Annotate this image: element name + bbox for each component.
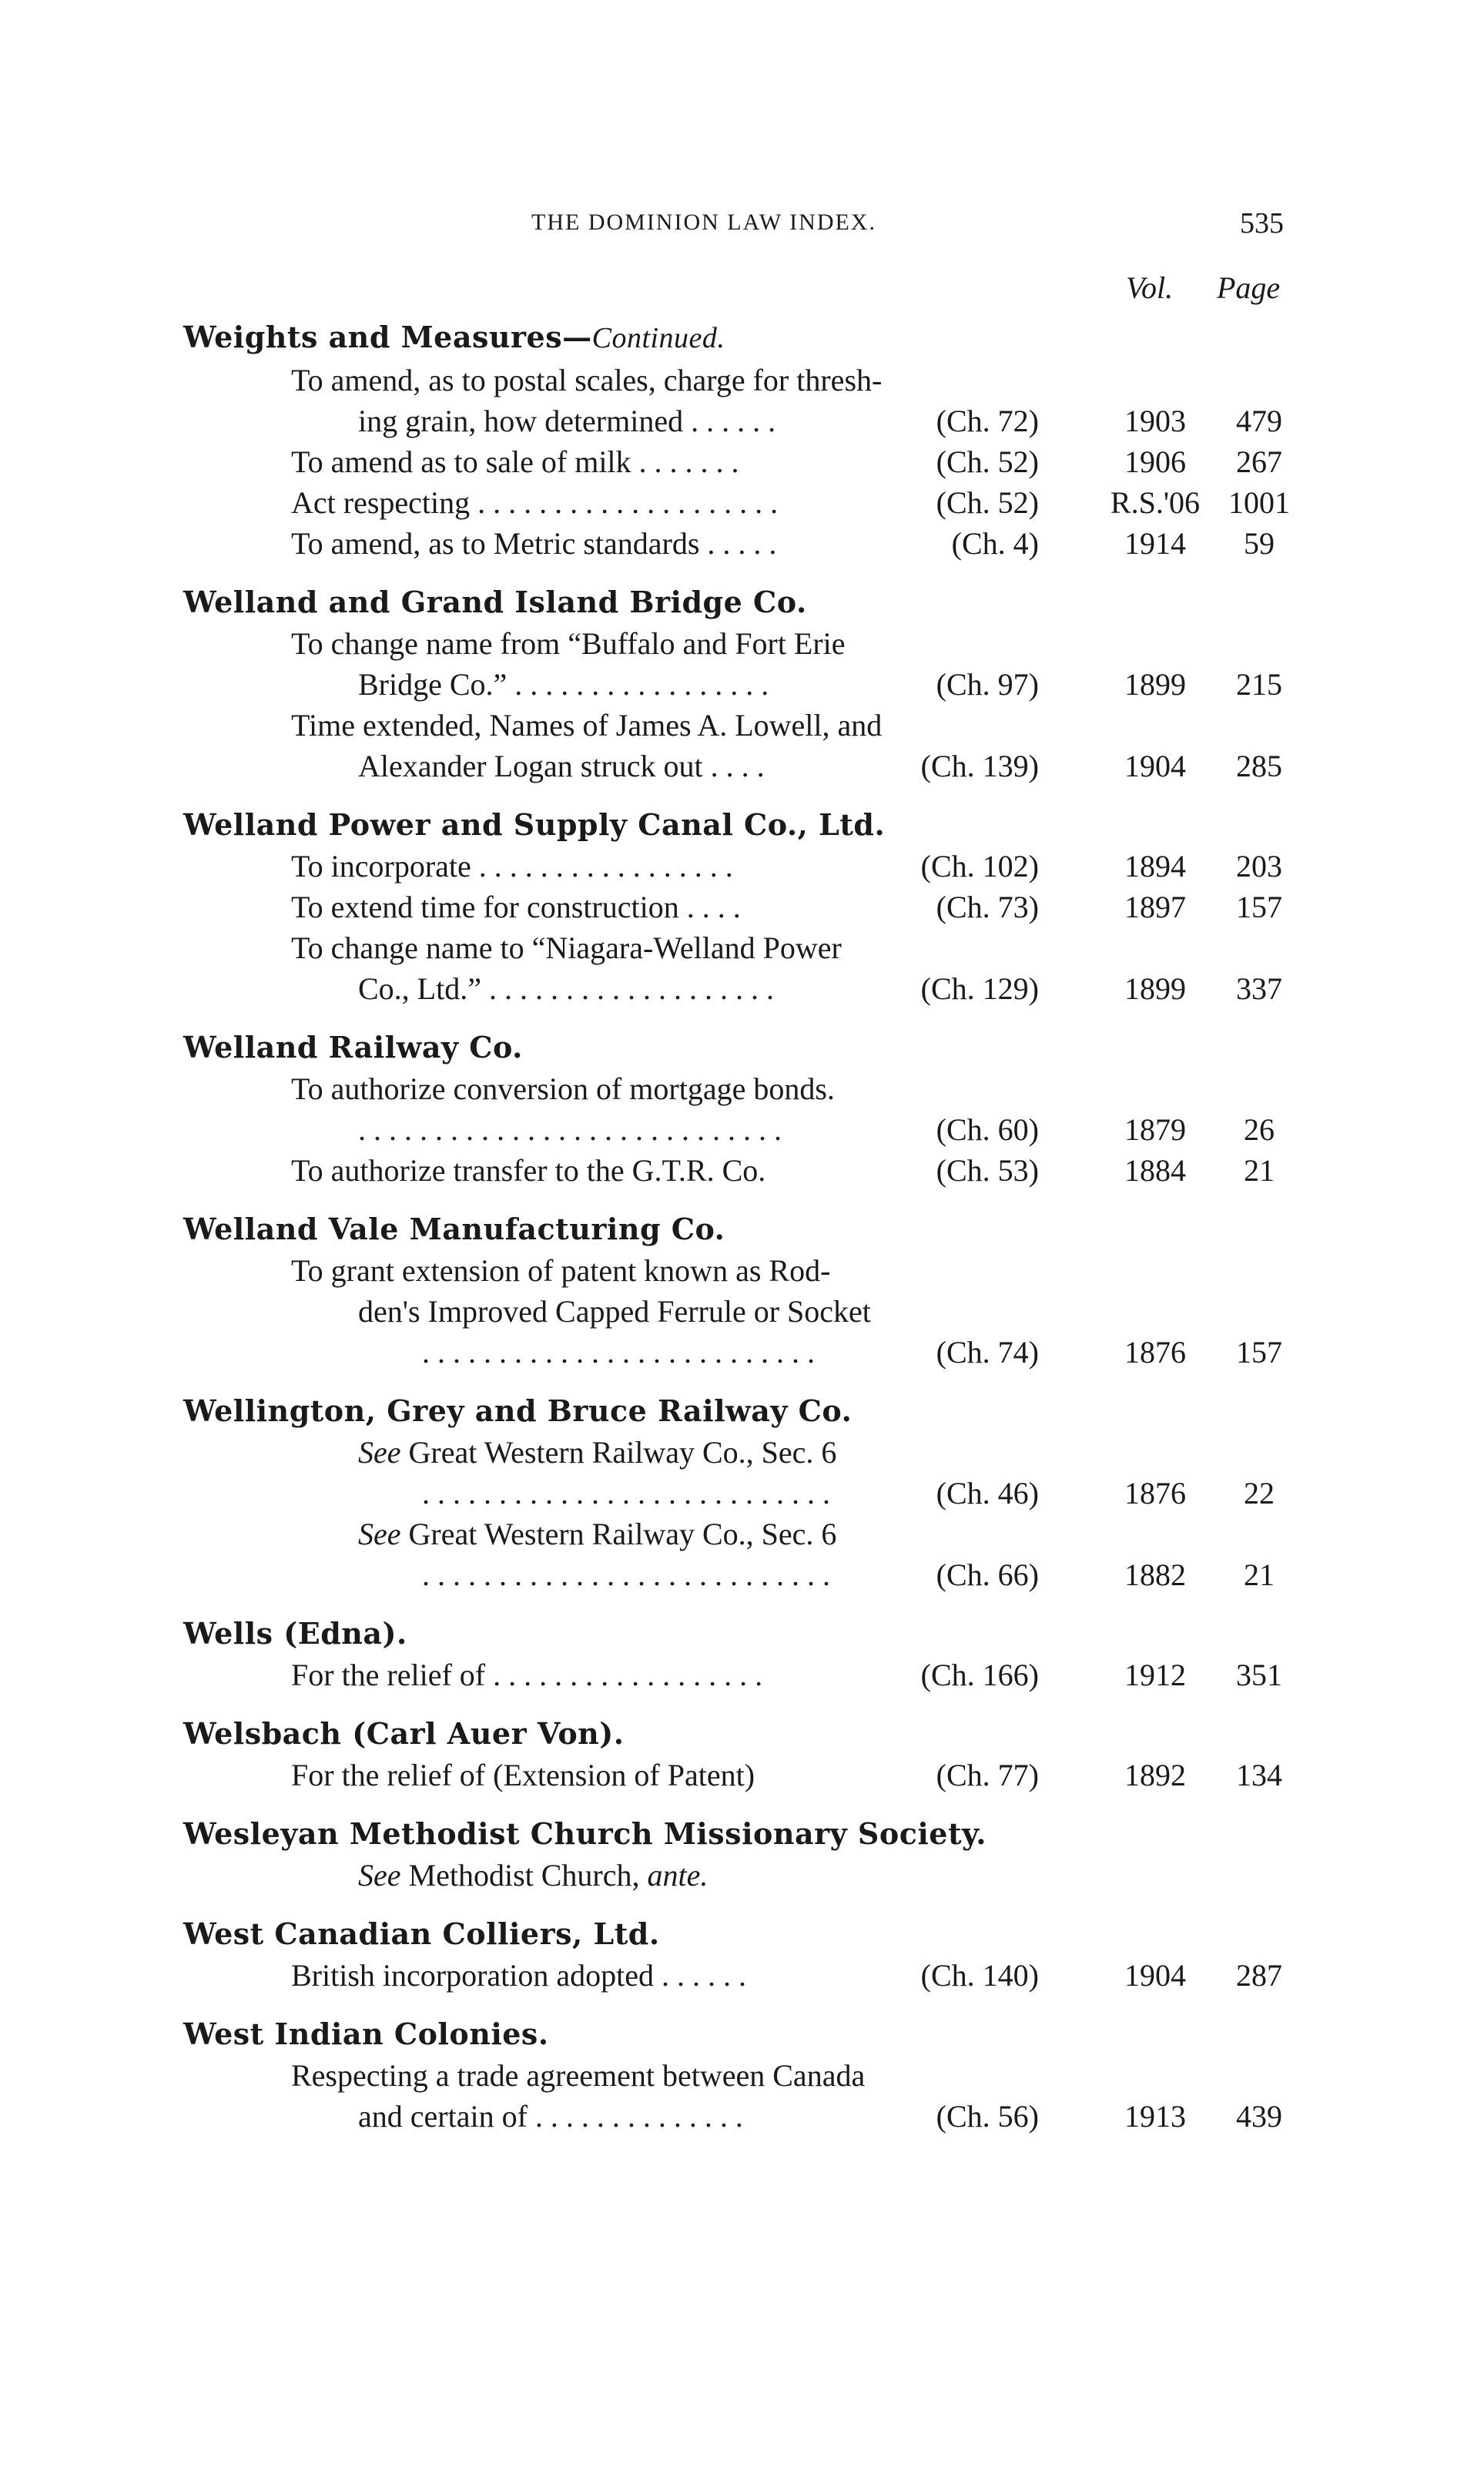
- entry-heading: [183, 1812, 1484, 1855]
- entry-description: To grant extension of patent known as Rod-: [291, 1253, 831, 1288]
- entry-heading-text: Wesleyan Methodist Church Missionary Society.: [183, 1816, 987, 1851]
- entry-line: [0, 664, 1484, 705]
- index-entry: [0, 1612, 1484, 1695]
- chapter-reference: (Ch. 74): [936, 1335, 1039, 1370]
- entry-description: To amend, as to Metric standards . . . . .: [291, 526, 777, 561]
- vol-column-heading: Vol.: [1126, 270, 1174, 305]
- index-entry: [0, 803, 1484, 1009]
- volume-year: 1876: [1124, 1335, 1186, 1370]
- entry-line: [0, 887, 1484, 927]
- entry-line: [0, 482, 1484, 523]
- entry-line: [0, 1332, 1484, 1373]
- entry-line: [0, 1291, 1484, 1332]
- entry-description: . . . . . . . . . . . . . . . . . . . . . . . . . . . .: [358, 1112, 782, 1147]
- index-entry: [0, 581, 1484, 786]
- page-reference: 203: [1236, 849, 1282, 883]
- index-entry: [0, 1026, 1484, 1191]
- entry-heading: [183, 1390, 1484, 1432]
- index-entry: [0, 1913, 1484, 1996]
- entry-heading-text: West Canadian Colliers, Ltd.: [183, 1916, 660, 1951]
- entry-description: British incorporation adopted . . . . . .: [291, 1958, 747, 1993]
- entry-line: [0, 1432, 1484, 1473]
- entry-description: . . . . . . . . . . . . . . . . . . . . . . . . . . .: [422, 1476, 830, 1510]
- volume-year: 1897: [1124, 890, 1186, 924]
- volume-year: 1882: [1124, 1557, 1186, 1592]
- volume-year: 1903: [1124, 404, 1186, 438]
- index-entry: [0, 2013, 1484, 2137]
- entry-description: Alexander Logan struck out . . . .: [358, 749, 765, 783]
- volume-year: 1894: [1124, 849, 1186, 883]
- entry-line-text: [291, 1755, 755, 1795]
- entry-heading-continued: Continued.: [591, 322, 725, 354]
- entry-line: [0, 705, 1484, 746]
- ante-reference: ante.: [647, 1858, 709, 1893]
- entry-line: [0, 1068, 1484, 1109]
- entry-heading: [183, 803, 1484, 846]
- running-title: THE DOMINION LAW INDEX.: [531, 210, 876, 235]
- chapter-reference: (Ch. 72): [936, 404, 1039, 438]
- chapter-reference: (Ch. 60): [936, 1112, 1039, 1147]
- entry-description: To amend, as to postal scales, charge for thresh-: [291, 363, 883, 397]
- entry-line: [0, 2055, 1484, 2096]
- page-reference: 479: [1236, 404, 1282, 438]
- entry-heading-text: Welsbach (Carl Auer Von).: [183, 1716, 625, 1751]
- volume-year: 1876: [1124, 1476, 1186, 1510]
- entry-line: [0, 1514, 1484, 1554]
- entry-line-text: [291, 705, 882, 746]
- chapter-reference: (Ch. 140): [920, 1958, 1039, 1993]
- page-reference: 439: [1236, 2099, 1282, 2134]
- page-reference: 22: [1244, 1476, 1275, 1510]
- chapter-reference: (Ch. 166): [920, 1658, 1039, 1692]
- entry-line: [0, 2096, 1484, 2137]
- entry-line: [0, 523, 1484, 564]
- entry-description: Time extended, Names of James A. Lowell, and: [291, 708, 883, 743]
- entry-line-text: [358, 746, 765, 786]
- entry-description: To authorize transfer to the G.T.R. Co.: [291, 1153, 766, 1188]
- entry-line-text: [291, 846, 733, 887]
- entry-line: [0, 846, 1484, 887]
- entry-line: [0, 360, 1484, 401]
- chapter-reference: (Ch. 97): [936, 667, 1039, 702]
- entry-description: Great Western Railway Co., Sec. 6: [408, 1517, 837, 1551]
- entry-line: [0, 927, 1484, 968]
- chapter-reference: (Ch. 52): [936, 444, 1039, 479]
- volume-year: 1892: [1124, 1758, 1186, 1792]
- entry-line-text: [358, 1109, 782, 1150]
- index-entry: [0, 1208, 1484, 1373]
- entry-heading-text: Wellington, Grey and Bruce Railway Co.: [183, 1393, 853, 1428]
- entry-line-text: [291, 441, 739, 482]
- entry-line-text: [291, 1068, 835, 1109]
- entry-description: For the relief of . . . . . . . . . . . . . . . . . .: [291, 1658, 763, 1692]
- entry-line-text: [291, 1955, 746, 1996]
- entry-line: [0, 1955, 1484, 1996]
- entry-heading: [183, 316, 1484, 360]
- entry-line-text: [291, 523, 776, 564]
- volume-year: 1914: [1124, 526, 1186, 561]
- entry-line: [0, 1150, 1484, 1191]
- entry-line-text: [422, 1332, 815, 1373]
- volume-year: 1906: [1124, 444, 1186, 479]
- entry-description: . . . . . . . . . . . . . . . . . . . . . . . . . . .: [422, 1557, 830, 1592]
- entry-line: [0, 1473, 1484, 1514]
- entry-line: [0, 1755, 1484, 1795]
- see-reference: See: [358, 1435, 401, 1470]
- entry-heading: [183, 1712, 1484, 1755]
- entry-heading: [183, 2013, 1484, 2055]
- entry-line: [0, 968, 1484, 1009]
- chapter-reference: (Ch. 56): [936, 2099, 1039, 2134]
- chapter-reference: (Ch. 102): [920, 849, 1039, 883]
- entry-heading-text: Welland and Grand Island Bridge Co.: [183, 585, 807, 619]
- entry-description: den's Improved Capped Ferrule or Socket: [358, 1294, 871, 1329]
- entry-description: Bridge Co.” . . . . . . . . . . . . . . . . .: [358, 667, 769, 702]
- index-entry: [0, 1812, 1484, 1896]
- entry-heading: [183, 1026, 1484, 1068]
- entry-heading: [183, 1208, 1484, 1250]
- entry-heading-text: Welland Power and Supply Canal Co., Ltd.: [183, 807, 886, 842]
- entry-description: To authorize conversion of mortgage bonds.: [291, 1071, 835, 1106]
- entry-heading-text: Wells (Edna).: [183, 1616, 407, 1651]
- index-entry: [0, 1390, 1484, 1595]
- volume-year: R.S.'06: [1110, 485, 1201, 520]
- entry-description: Respecting a trade agreement between Canada: [291, 2058, 866, 2093]
- entry-line-text: [291, 1250, 830, 1291]
- volume-year: 1899: [1124, 971, 1186, 1006]
- entry-line-text: [422, 1554, 830, 1595]
- see-reference: See: [358, 1517, 401, 1551]
- page-reference: 215: [1236, 667, 1282, 702]
- chapter-reference: (Ch. 52): [936, 485, 1039, 520]
- entry-heading: [183, 581, 1484, 623]
- entry-line-text: [422, 1473, 830, 1514]
- page-reference: 134: [1236, 1758, 1282, 1792]
- running-header: [0, 207, 1484, 248]
- volume-year: 1899: [1124, 667, 1186, 702]
- entry-description: For the relief of (Extension of Patent): [291, 1758, 755, 1792]
- entry-description: To change name from “Buffalo and Fort Erie: [291, 626, 846, 661]
- entry-heading-text: West Indian Colonies.: [183, 2017, 549, 2051]
- entry-heading-text: Welland Railway Co.: [183, 1030, 523, 1065]
- entry-line-text: [358, 1855, 708, 1896]
- entry-line-text: [291, 360, 882, 401]
- entry-line-text: [291, 1150, 765, 1191]
- volume-year: 1912: [1124, 1658, 1186, 1692]
- entry-line-text: [291, 887, 741, 927]
- page-reference: 21: [1244, 1153, 1275, 1188]
- page-reference: 267: [1236, 444, 1282, 479]
- entry-line: [0, 746, 1484, 786]
- chapter-reference: (Ch. 46): [936, 1476, 1039, 1510]
- entry-description: . . . . . . . . . . . . . . . . . . . . . . . . . .: [422, 1335, 815, 1370]
- entry-description: To change name to “Niagara-Welland Power: [291, 930, 842, 965]
- entry-line: [0, 1655, 1484, 1695]
- entry-heading-text: Welland Vale Manufacturing Co.: [183, 1212, 725, 1246]
- entry-line-text: [291, 482, 778, 523]
- entry-line: [0, 1855, 1484, 1896]
- chapter-reference: (Ch. 139): [920, 749, 1039, 783]
- chapter-reference: (Ch. 53): [936, 1153, 1039, 1188]
- page-reference: 26: [1244, 1112, 1275, 1147]
- entry-description: Great Western Railway Co., Sec. 6: [408, 1435, 837, 1470]
- entry-description: To incorporate . . . . . . . . . . . . . . . . .: [291, 849, 733, 883]
- entry-description: Act respecting . . . . . . . . . . . . . . . . . . . .: [291, 485, 779, 520]
- index-entry: [0, 316, 1484, 564]
- entry-line-text: [291, 927, 842, 968]
- page-number: 535: [1240, 207, 1284, 240]
- entry-line: [0, 441, 1484, 482]
- entry-line: [0, 401, 1484, 441]
- entry-line-text: [358, 2096, 743, 2137]
- page-reference: 287: [1236, 1958, 1282, 1993]
- page-reference: 59: [1244, 526, 1275, 561]
- volume-year: 1884: [1124, 1153, 1186, 1188]
- index-entry: [0, 1712, 1484, 1795]
- entry-description: and certain of . . . . . . . . . . . . . .: [358, 2099, 743, 2134]
- entry-line-text: [358, 1514, 836, 1554]
- entry-line: [0, 623, 1484, 664]
- entry-line-text: [291, 623, 846, 664]
- page-reference: 157: [1236, 1335, 1282, 1370]
- entry-line-text: [358, 401, 775, 441]
- entry-line: [0, 1250, 1484, 1291]
- entry-line-text: [358, 664, 769, 705]
- entry-line-text: [358, 1432, 836, 1473]
- volume-year: 1913: [1124, 2099, 1186, 2134]
- entry-line-text: [291, 2055, 865, 2096]
- entry-line-text: [358, 968, 774, 1009]
- entry-description: To extend time for construction . . . .: [291, 890, 741, 924]
- entry-line: [0, 1109, 1484, 1150]
- chapter-reference: (Ch. 73): [936, 890, 1039, 924]
- entry-line-text: [358, 1291, 871, 1332]
- page-reference: 337: [1236, 971, 1282, 1006]
- page-column-heading: Page: [1217, 270, 1281, 305]
- entry-description: Co., Ltd.” . . . . . . . . . . . . . . . . . . .: [358, 971, 774, 1006]
- volume-year: 1904: [1124, 1958, 1186, 1993]
- column-headings: [0, 270, 1484, 308]
- page-reference: 351: [1236, 1658, 1282, 1692]
- entry-line: [0, 1554, 1484, 1595]
- entry-heading: [183, 1913, 1484, 1955]
- entry-heading: [183, 1612, 1484, 1655]
- page-reference: 285: [1236, 749, 1282, 783]
- entry-description: Methodist Church,: [408, 1858, 640, 1893]
- index-entries: [0, 316, 1484, 2154]
- volume-year: 1879: [1124, 1112, 1186, 1147]
- chapter-reference: (Ch. 77): [936, 1758, 1039, 1792]
- chapter-reference: (Ch. 66): [936, 1557, 1039, 1592]
- page-reference: 157: [1236, 890, 1282, 924]
- chapter-reference: (Ch. 4): [951, 526, 1039, 561]
- entry-line-text: [291, 1655, 762, 1695]
- entry-description: To amend as to sale of milk . . . . . . .: [291, 444, 739, 479]
- chapter-reference: (Ch. 129): [920, 971, 1039, 1006]
- page-reference: 1001: [1228, 485, 1290, 520]
- entry-description: ing grain, how determined . . . . . .: [358, 404, 776, 438]
- volume-year: 1904: [1124, 749, 1186, 783]
- entry-heading-text: Weights and Measures—: [183, 320, 592, 354]
- see-reference: See: [358, 1858, 401, 1893]
- page-reference: 21: [1244, 1557, 1275, 1592]
